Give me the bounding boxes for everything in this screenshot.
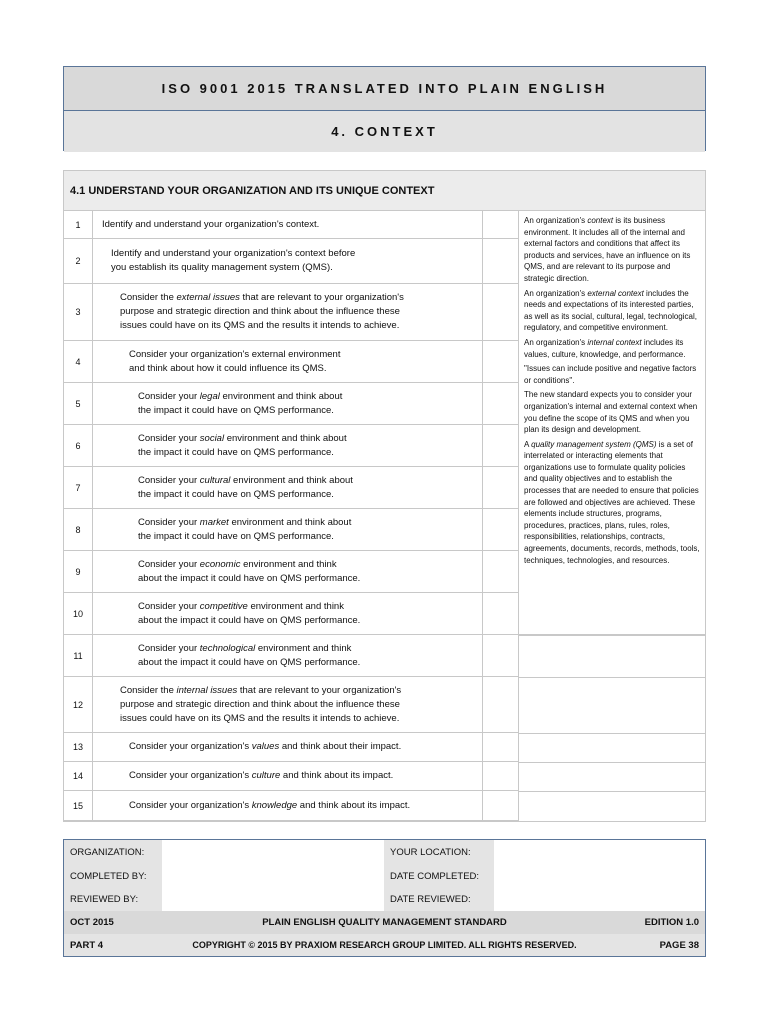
text-fragment: environment and think: [255, 642, 352, 654]
requirement-row: [64, 593, 518, 635]
requirement-row: [64, 239, 518, 284]
requirement-row: [64, 467, 518, 509]
text-fragment: includes its values, culture, knowledge, and performance.: [524, 337, 686, 359]
text-fragment: is a set of interrelated or interacting elements that organizations use to formulate quality policies and quality objectives and to establish the processes that are needed to ensure that policies are followed and objectives are achieved. These elements include structures, programs, procedures, practices, plans, rules, roles, responsibilities, relationships, contracts, agreements, documents, records, methods, tools, techniques, technologies, and resources.: [524, 439, 700, 565]
requirement-text-content: [138, 474, 353, 502]
requirement-row: [64, 509, 518, 551]
text-fragment: cultural: [199, 474, 231, 486]
requirement-text-content: [138, 642, 360, 670]
footer-part: PART 4: [70, 939, 104, 951]
text-fragment: "Issues can include positive and negative factors or conditions".: [524, 364, 697, 385]
notes-blank-cell-rule: [519, 791, 705, 792]
notes-blank-cell-rule: [519, 733, 705, 734]
requirement-text-content: [138, 600, 360, 628]
text-fragment: issues could have on its QMS and the results it intends to achieve.: [120, 320, 400, 331]
text-fragment: internal context: [587, 337, 642, 347]
note-paragraph: [524, 215, 700, 285]
note-paragraph: [524, 363, 700, 386]
text-fragment: economic: [199, 558, 241, 570]
requirement-text: [138, 551, 482, 592]
requirements-table: [63, 170, 706, 822]
text-fragment: and think about how it could influence its QMS.: [129, 362, 327, 374]
requirement-row: [64, 677, 518, 733]
text-fragment: purpose and strategic direction and think about the influence these: [120, 306, 400, 317]
completed-by-field[interactable]: [162, 864, 382, 888]
text-fragment: environment and think about: [228, 516, 352, 528]
row-number: 3: [64, 284, 93, 340]
document-header: [63, 66, 706, 151]
requirement-text-content: [129, 799, 410, 813]
row-number: 9: [64, 551, 93, 592]
notes-column: [518, 211, 705, 821]
text-fragment: Consider your: [138, 390, 200, 402]
requirement-text: [138, 509, 482, 550]
row-number: 2: [64, 239, 93, 283]
requirement-text-content: [138, 516, 351, 544]
text-fragment: is its business environment. It includes all of the internal and external factors and conditions that affect its products and services, have an influence on its QMS, and are relevant to its purpose and strategic direction.: [524, 216, 691, 283]
checkbox-cell[interactable]: [482, 341, 518, 382]
document-title: ISO 9001 2015 TRANSLATED INTO PLAIN ENGLISH: [64, 67, 705, 111]
reviewed-by-field[interactable]: [162, 888, 382, 911]
requirement-text-content: [120, 291, 404, 333]
requirement-text: [138, 635, 482, 676]
text-fragment: and think about their impact.: [279, 741, 402, 752]
row-number: 11: [64, 635, 93, 676]
text-fragment: that are relevant to your organization's: [239, 292, 404, 303]
section-title: 4. CONTEXT: [64, 111, 705, 152]
text-fragment: external issues: [176, 292, 240, 303]
row-number: 15: [64, 791, 93, 820]
footer-row-edition: [64, 911, 705, 934]
row-number: 1: [64, 211, 93, 238]
text-fragment: environment and think about: [219, 390, 343, 402]
row-number: 8: [64, 509, 93, 550]
footer-standard: PLAIN ENGLISH QUALITY MANAGEMENT STANDARD: [262, 917, 507, 928]
text-fragment: values: [251, 741, 280, 752]
text-fragment: about the impact it could have on QMS performance.: [138, 572, 361, 584]
footer-edition: EDITION 1.0: [644, 917, 699, 928]
date-completed-label: DATE COMPLETED:: [384, 864, 500, 888]
requirement-text-content: [120, 684, 401, 726]
checkbox-cell[interactable]: [482, 791, 518, 820]
note-paragraph: [524, 288, 700, 334]
requirement-text: [129, 762, 482, 790]
row-number: 6: [64, 425, 93, 466]
row-number: 12: [64, 677, 93, 732]
footer-date: OCT 2015: [70, 917, 114, 928]
text-fragment: social: [199, 432, 225, 444]
text-fragment: An organization's: [524, 337, 588, 347]
organization-field[interactable]: [162, 840, 382, 864]
row-number: 14: [64, 762, 93, 790]
requirement-row: [64, 341, 518, 383]
requirement-row: [64, 733, 518, 762]
text-fragment: Consider your: [138, 558, 200, 570]
text-fragment: Identify and understand your organization's context before: [111, 248, 356, 259]
requirement-row: [64, 791, 518, 821]
text-fragment: about the impact it could have on QMS performance.: [138, 656, 361, 668]
text-fragment: the impact it could have on QMS performance.: [138, 488, 334, 500]
notes-blank-cell-rule: [519, 677, 705, 678]
text-fragment: environment and think about: [224, 432, 347, 444]
text-fragment: and think about its impact.: [280, 770, 394, 781]
text-fragment: purpose and strategic direction and think about the influence these: [120, 698, 400, 710]
organization-label: ORGANIZATION:: [64, 840, 162, 864]
location-label: YOUR LOCATION:: [384, 840, 500, 864]
footer-row-completed: [64, 864, 705, 888]
text-fragment: A: [524, 439, 532, 449]
note-paragraph: [524, 389, 700, 435]
text-fragment: the impact it could have on QMS performance.: [138, 404, 334, 416]
document-footer: [63, 839, 706, 957]
requirement-text-content: [129, 740, 401, 754]
row-number: 4: [64, 341, 93, 382]
text-fragment: knowledge: [251, 799, 298, 811]
text-fragment: Consider your: [138, 600, 200, 612]
text-fragment: Consider the: [120, 292, 177, 303]
text-fragment: and think about its impact.: [297, 799, 411, 811]
note-paragraph: [524, 439, 700, 567]
footer-copyright: COPYRIGHT © 2015 BY PRAXIOM RESEARCH GROUP LIMITED. ALL RIGHTS RESERVED.: [192, 940, 577, 950]
text-fragment: Consider your organization's external environment: [129, 348, 341, 360]
text-fragment: Consider your organization's: [129, 741, 252, 752]
reviewed-by-label: REVIEWED BY:: [64, 888, 162, 911]
note-paragraph: [524, 337, 700, 360]
text-fragment: The new standard expects you to consider your organization's internal and external context when you define the scope of its QMS and when you plan its design and development.: [524, 390, 698, 435]
requirement-text-content: [129, 769, 393, 783]
text-fragment: An organization's: [524, 288, 588, 298]
section-heading: 4.1 UNDERSTAND YOUR ORGANIZATION AND ITS UNIQUE CONTEXT: [64, 171, 705, 211]
text-fragment: environment and think about: [230, 474, 353, 486]
text-fragment: Consider your: [138, 516, 200, 528]
notes-blank-cell-rule: [519, 762, 705, 763]
row-number: 13: [64, 733, 93, 761]
date-reviewed-field[interactable]: [494, 888, 705, 911]
checkbox-cell[interactable]: [482, 383, 518, 424]
requirement-text: [129, 733, 482, 761]
footer-row-organization: [64, 840, 705, 864]
requirement-text: [120, 677, 482, 732]
checkbox-cell[interactable]: [482, 593, 518, 634]
text-fragment: environment and think: [247, 600, 344, 612]
text-fragment: Consider your: [138, 642, 200, 654]
requirement-row: [64, 551, 518, 593]
notes-box: [519, 211, 705, 635]
requirement-text: [129, 341, 482, 382]
requirement-row: [64, 383, 518, 425]
completed-by-label: COMPLETED BY:: [64, 864, 162, 888]
checkbox-cell[interactable]: [482, 635, 518, 676]
requirement-text: [111, 239, 482, 283]
text-fragment: culture: [251, 770, 281, 781]
text-fragment: quality management system (QMS): [531, 439, 657, 449]
notes-blank-cell-rule: [519, 635, 705, 636]
requirement-text: [138, 425, 482, 466]
requirement-text-content: [138, 390, 342, 418]
requirement-text: [102, 211, 482, 238]
date-completed-field[interactable]: [494, 864, 705, 888]
text-fragment: Consider your organization's: [129, 770, 252, 781]
requirement-row: [64, 211, 518, 239]
row-number: 5: [64, 383, 93, 424]
requirement-text-content: [129, 348, 340, 376]
text-fragment: legal: [199, 390, 220, 402]
text-fragment: Consider the: [120, 684, 177, 696]
requirement-text-content: [102, 218, 319, 232]
row-number: 7: [64, 467, 93, 508]
requirement-text: [138, 383, 482, 424]
text-fragment: you establish its quality management system (QMS).: [111, 262, 333, 273]
text-fragment: the impact it could have on QMS performance.: [138, 446, 334, 458]
text-fragment: competitive: [199, 600, 248, 612]
requirement-text-content: [138, 558, 360, 586]
checkbox-cell[interactable]: [482, 467, 518, 508]
checkbox-cell[interactable]: [482, 239, 518, 283]
text-fragment: Consider your: [138, 432, 200, 444]
checkbox-cell[interactable]: [482, 211, 518, 238]
text-fragment: technological: [199, 642, 256, 654]
requirement-row: [64, 425, 518, 467]
requirement-row: [64, 635, 518, 677]
text-fragment: market: [199, 516, 229, 528]
text-fragment: issues could have on its QMS and the results it intends to achieve.: [120, 712, 400, 724]
checkbox-cell[interactable]: [482, 733, 518, 761]
text-fragment: Consider your organization's: [129, 799, 252, 811]
date-reviewed-label: DATE REVIEWED:: [384, 888, 500, 911]
requirement-row: [64, 762, 518, 791]
footer-page: PAGE 38: [659, 939, 699, 951]
checkbox-cell[interactable]: [482, 509, 518, 550]
requirement-text-content: [111, 247, 355, 275]
text-fragment: Consider your: [138, 474, 200, 486]
text-fragment: context: [587, 216, 614, 225]
checkbox-cell[interactable]: [482, 677, 518, 732]
footer-row-copyright: [64, 934, 705, 956]
requirement-text: [138, 467, 482, 508]
location-field[interactable]: [494, 840, 705, 864]
requirement-row: [64, 284, 518, 341]
requirement-text: [138, 593, 482, 634]
requirement-text: [129, 791, 482, 820]
text-fragment: the impact it could have on QMS performance.: [138, 530, 334, 542]
text-fragment: internal issues: [176, 684, 238, 696]
checkbox-cell[interactable]: [482, 284, 518, 340]
text-fragment: environment and think: [240, 558, 337, 570]
checkbox-cell[interactable]: [482, 425, 518, 466]
requirement-text-content: [138, 432, 347, 460]
text-fragment: An organization's: [524, 216, 588, 225]
text-fragment: includes the needs and expectations of its interested parties, as well as its social, cultural, legal, technological, regulatory, and competitive environment.: [524, 288, 697, 333]
row-number: 10: [64, 593, 93, 634]
text-fragment: that are relevant to your organization's: [237, 684, 402, 696]
checkbox-cell[interactable]: [482, 762, 518, 790]
text-fragment: about the impact it could have on QMS performance.: [138, 614, 361, 626]
footer-row-reviewed: [64, 888, 705, 911]
text-fragment: Identify and understand your organization's context.: [102, 218, 320, 230]
checkbox-cell[interactable]: [482, 551, 518, 592]
requirement-text: [120, 284, 482, 340]
text-fragment: external context: [587, 288, 644, 298]
